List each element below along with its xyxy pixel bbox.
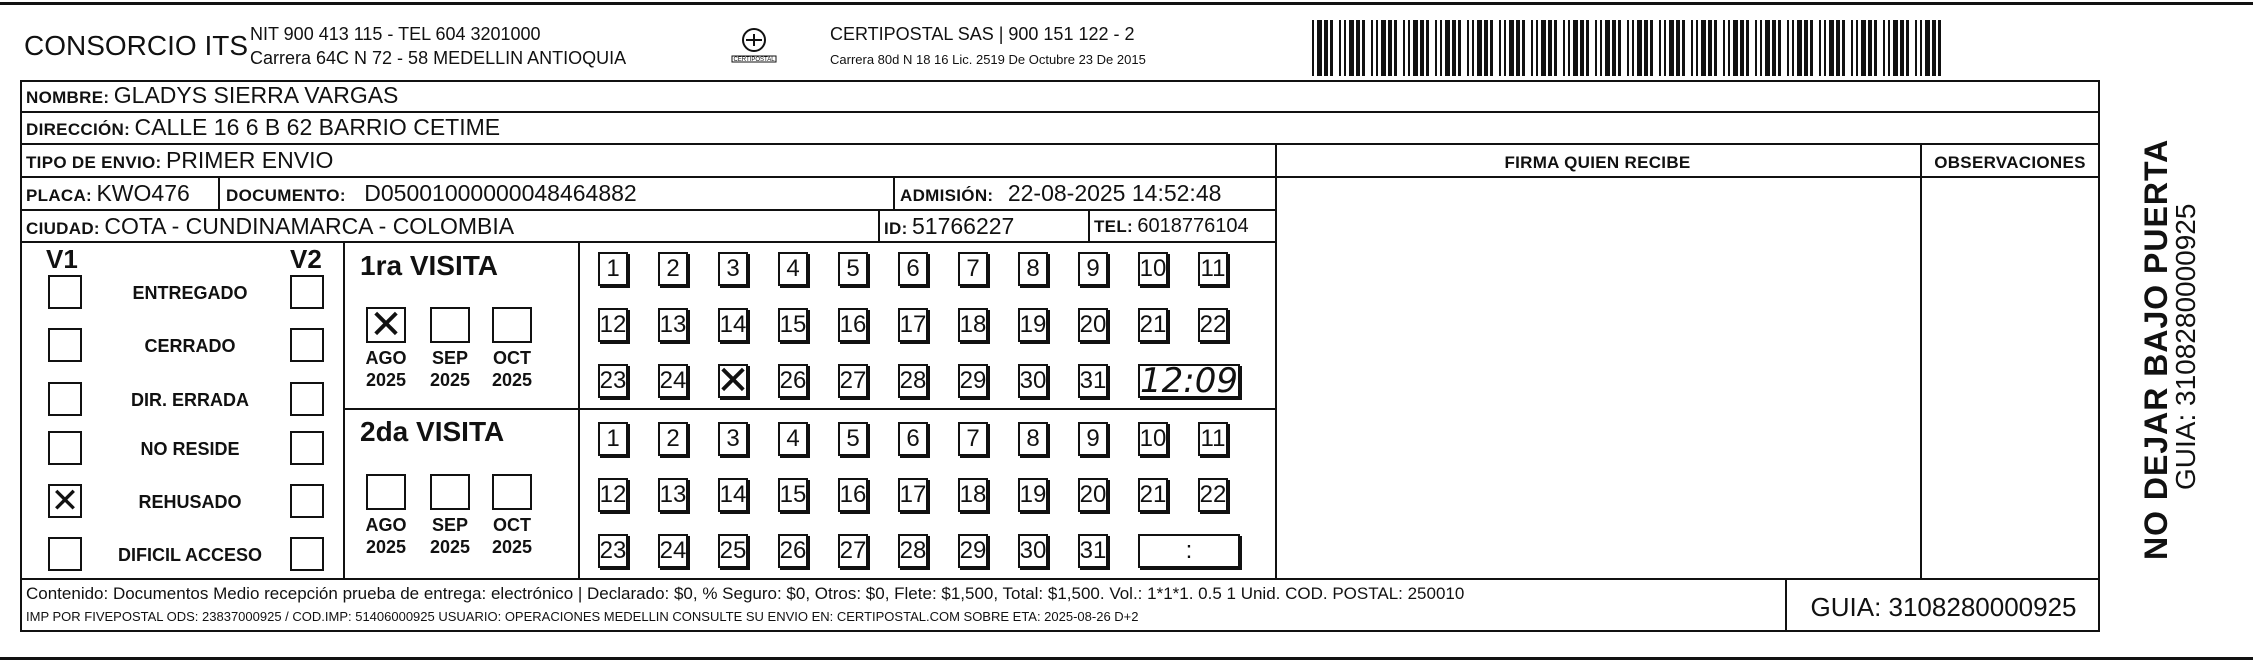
status-label: DIFICIL ACCESO [117,545,262,565]
tel-value: 6018776104 [1137,215,1249,237]
v2-checkbox[interactable] [290,328,324,362]
month-checkbox[interactable] [492,307,532,343]
time-box[interactable]: : [1138,534,1240,568]
day-box[interactable]: 9 [1078,422,1108,456]
admision-value: 22-08-2025 14:52:48 [1007,180,1222,206]
day-box[interactable]: 25 [718,534,748,568]
day-box[interactable]: 26 [778,364,808,398]
day-box[interactable]: 12 [598,308,628,342]
day-box[interactable]: 6 [898,252,928,286]
day-box[interactable]: 10 [1138,422,1168,456]
barcode [1310,20,1950,76]
day-box[interactable]: 29 [958,534,988,568]
month-year: 2025 [365,370,407,390]
status-label: DIR. ERRADA [130,390,249,410]
day-box[interactable]: 24 [658,364,688,398]
status-label: REHUSADO [138,492,242,512]
direccion-value: CALLE 16 6 B 62 BARRIO CETIME [134,114,501,140]
day-box[interactable]: 2 [658,252,688,286]
logo-text: CERTIPOSTAL [733,57,775,63]
month-label: AGO [365,348,407,368]
month-label: SEP [431,515,469,535]
month-label: SEP [431,348,469,368]
month-label: OCT [493,515,531,535]
day-box[interactable]: 20 [1078,308,1108,342]
day-box[interactable]: 10 [1138,252,1168,286]
v1-checkbox[interactable]: ✕ [48,484,82,518]
day-box[interactable]: 22 [1198,478,1228,512]
day-box[interactable]: 26 [778,534,808,568]
day-box[interactable]: 19 [1018,478,1048,512]
day-box[interactable]: 15 [778,478,808,512]
month-year: 2025 [491,537,533,557]
day-box[interactable]: 20 [1078,478,1108,512]
month-year: 2025 [429,370,471,390]
day-box[interactable]: 16 [838,478,868,512]
day-box[interactable]: 19 [1018,308,1048,342]
time-box[interactable]: 12:09 [1138,364,1240,398]
ciudad-value: COTA - CUNDINAMARCA - COLOMBIA [104,213,515,239]
day-box[interactable]: 4 [778,252,808,286]
day-box[interactable]: 13 [658,308,688,342]
v1-header: V1 [46,244,78,274]
tel-label: TEL: [1094,217,1133,236]
day-box[interactable]: 30 [1018,364,1048,398]
id-value: 51766227 [912,213,1015,239]
status-label: NO RESIDE [140,439,240,459]
v1-checkbox[interactable] [48,431,82,465]
placa-label: PLACA: [26,186,93,205]
tipo-envio-label: TIPO DE ENVIO: [26,153,162,172]
day-box[interactable]: 8 [1018,252,1048,286]
day-box[interactable]: 28 [898,534,928,568]
day-box[interactable]: 14 [718,308,748,342]
footer-imp: IMP POR FIVEPOSTAL ODS: 23837000925 / COD.IMP: 51406000925 USUARIO: OPERACIONES MEDELLIN CONSULTE SU ENVIO EN: CERTIPOSTAL.COM SOBRE ETA: 2025-08-26 D+2 [26,609,1139,624]
month-year: 2025 [365,537,407,557]
v1-checkbox[interactable] [48,382,82,416]
company-name: CONSORCIO ITS [24,30,249,61]
tipo-envio-value: PRIMER ENVIO [165,147,334,173]
day-box[interactable]: 28 [898,364,928,398]
day-box[interactable]: 1 [598,252,628,286]
day-box[interactable]: 11 [1198,252,1228,286]
footer-content: Contenido: Documentos Medio recepción prueba de entrega: electrónico | Declarado: $0, % Seguro: $0, Otros: $0, Flete: $1,500, Total: $1,500. Vol.: 1*1*1. 0.5 1 Unid. COD. POSTAL: 250010 [26,584,1465,603]
id-label: ID: [884,219,908,238]
firma-header: FIRMA QUIEN RECIBE [1504,153,1691,172]
status-label: CERRADO [144,336,236,356]
day-box[interactable]: 17 [898,308,928,342]
day-box[interactable]: 24 [658,534,688,568]
month-checkbox[interactable] [430,474,470,510]
day-box[interactable]: 3 [718,422,748,456]
month-checkbox[interactable] [366,474,406,510]
day-box[interactable]: 30 [1018,534,1048,568]
v1-checkbox[interactable] [48,328,82,362]
nombre-value: GLADYS SIERRA VARGAS [113,82,399,108]
day-box[interactable]: 29 [958,364,988,398]
ciudad-label: CIUDAD: [26,219,100,238]
day-box[interactable]: 5 [838,252,868,286]
day-box[interactable]: 8 [1018,422,1048,456]
footer-guia: GUIA: 3108280000925 [1810,592,2077,622]
documento-label: DOCUMENTO: [226,186,346,205]
visit2-title: 2da VISITA [360,416,505,447]
day-box[interactable]: 6 [898,422,928,456]
v1-checkbox[interactable] [48,537,82,571]
day-box[interactable]: 5 [838,422,868,456]
day-box[interactable]: 23 [598,534,628,568]
day-box[interactable]: 12 [598,478,628,512]
day-box[interactable]: 23 [598,364,628,398]
day-box[interactable]: 14 [718,478,748,512]
day-box[interactable]: 31 [1078,534,1108,568]
month-year: 2025 [429,537,471,557]
v2-header: V2 [290,244,322,274]
carrier-address: Carrera 80d N 18 16 Lic. 2519 De Octubre 23 De 2015 [830,52,1146,67]
day-box[interactable]: 22 [1198,308,1228,342]
side-guia: GUIA: 3108280000925 [2170,203,2201,490]
day-box[interactable]: 18 [958,308,988,342]
carrier-name: CERTIPOSTAL SAS | 900 151 122 - 2 [830,24,1135,44]
day-box[interactable]: 9 [1078,252,1108,286]
month-checkbox[interactable] [430,307,470,343]
day-box[interactable]: 16 [838,308,868,342]
month-checkbox[interactable]: ✕ [366,307,406,343]
status-label: ENTREGADO [132,283,248,303]
bottom-border [0,657,2253,660]
day-box-marked[interactable]: ✕ [716,359,750,403]
day-box[interactable]: 27 [838,364,868,398]
company-nit: NIT 900 413 115 - TEL 604 3201000 [250,24,541,44]
admision-label: ADMISIÓN: [900,186,994,205]
side-warning: NO DEJAR BAJO PUERTA [2138,138,2174,560]
day-box[interactable]: 21 [1138,308,1168,342]
day-box[interactable]: 31 [1078,364,1108,398]
month-label: OCT [493,348,531,368]
day-box[interactable]: 11 [1198,422,1228,456]
day-box[interactable]: 15 [778,308,808,342]
day-box[interactable]: 7 [958,422,988,456]
day-box[interactable]: 21 [1138,478,1168,512]
day-box[interactable]: 18 [958,478,988,512]
day-box[interactable]: 2 [658,422,688,456]
company-address: Carrera 64C N 72 - 58 MEDELLIN ANTIOQUIA [250,48,627,68]
month-label: AGO [365,515,407,535]
documento-value: D05001000000048464882 [364,180,637,206]
v1-checkbox[interactable] [48,275,82,309]
day-box[interactable]: 17 [898,478,928,512]
direccion-label: DIRECCIÓN: [26,120,131,139]
v2-checkbox[interactable] [290,484,324,518]
v2-checkbox[interactable] [290,275,324,309]
day-box[interactable]: 27 [838,534,868,568]
day-box[interactable]: 7 [958,252,988,286]
observaciones-header: OBSERVACIONES [1934,153,2086,172]
day-box[interactable]: 13 [658,478,688,512]
day-box[interactable]: 4 [778,422,808,456]
placa-value: KWO476 [96,180,190,206]
month-year: 2025 [491,370,533,390]
v2-checkbox[interactable] [290,537,324,571]
top-border [0,2,2253,5]
day-box[interactable]: 1 [598,422,628,456]
v2-checkbox[interactable] [290,431,324,465]
month-checkbox[interactable] [492,474,532,510]
nombre-label: NOMBRE: [26,88,110,107]
visit1-title: 1ra VISITA [360,250,498,281]
day-box[interactable]: 3 [718,252,748,286]
v2-checkbox[interactable] [290,382,324,416]
